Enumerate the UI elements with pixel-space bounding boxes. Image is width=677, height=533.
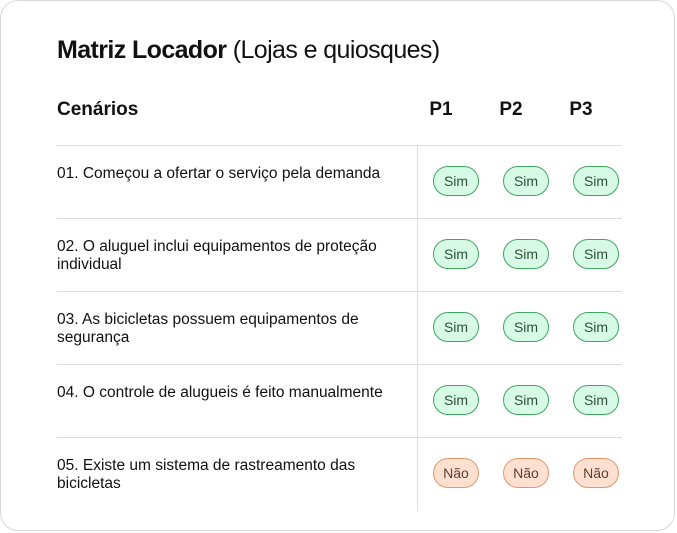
- p2-status-badge: Sim: [503, 166, 549, 196]
- scenario-matrix-table: [57, 145, 622, 511]
- p2-status-badge: Sim: [503, 385, 549, 415]
- p3-column-header: P3: [569, 99, 593, 120]
- p2-column-header: P2: [499, 99, 523, 120]
- scenario-label: 03. As bicicletas possuem equipamentos de segurança: [57, 311, 359, 346]
- p2-status-badge: Sim: [503, 239, 549, 269]
- p1-status-badge: Sim: [433, 385, 479, 415]
- p1-status-badge: Sim: [433, 166, 479, 196]
- p3-status-badge: Não: [573, 458, 619, 488]
- scenario-label: 02. O aluguel inclui equipamentos de proteção individual: [57, 238, 377, 273]
- card-title-main: Matriz Locador: [57, 36, 227, 64]
- card-title: [57, 34, 440, 66]
- table-row: [57, 218, 622, 291]
- p3-status-badge: Sim: [573, 385, 619, 415]
- scenario-label: 05. Existe um sistema de rastreamento das bicicletas: [57, 457, 356, 492]
- p3-status-badge: Sim: [573, 312, 619, 342]
- p3-status-badge: Sim: [573, 166, 619, 196]
- card-subtitle: (Lojas e quiosques): [232, 36, 440, 64]
- p1-status-badge: Não: [433, 458, 479, 488]
- p1-status-badge: Sim: [433, 239, 479, 269]
- p1-status-badge: Sim: [433, 312, 479, 342]
- table-row: [57, 145, 622, 218]
- p1-column-header: P1: [429, 99, 453, 120]
- scenario-label: 04. O controle de alugueis é feito manualmente: [57, 384, 383, 401]
- table-row: [57, 364, 622, 437]
- scenarios-column-header: Cenários: [57, 99, 139, 120]
- table-row: [57, 291, 622, 364]
- p3-status-badge: Sim: [573, 239, 619, 269]
- table-row: [57, 437, 622, 510]
- p2-status-badge: Não: [503, 458, 549, 488]
- p2-status-badge: Sim: [503, 312, 549, 342]
- scenario-label: 01. Começou a ofertar o serviço pela demanda: [57, 165, 381, 182]
